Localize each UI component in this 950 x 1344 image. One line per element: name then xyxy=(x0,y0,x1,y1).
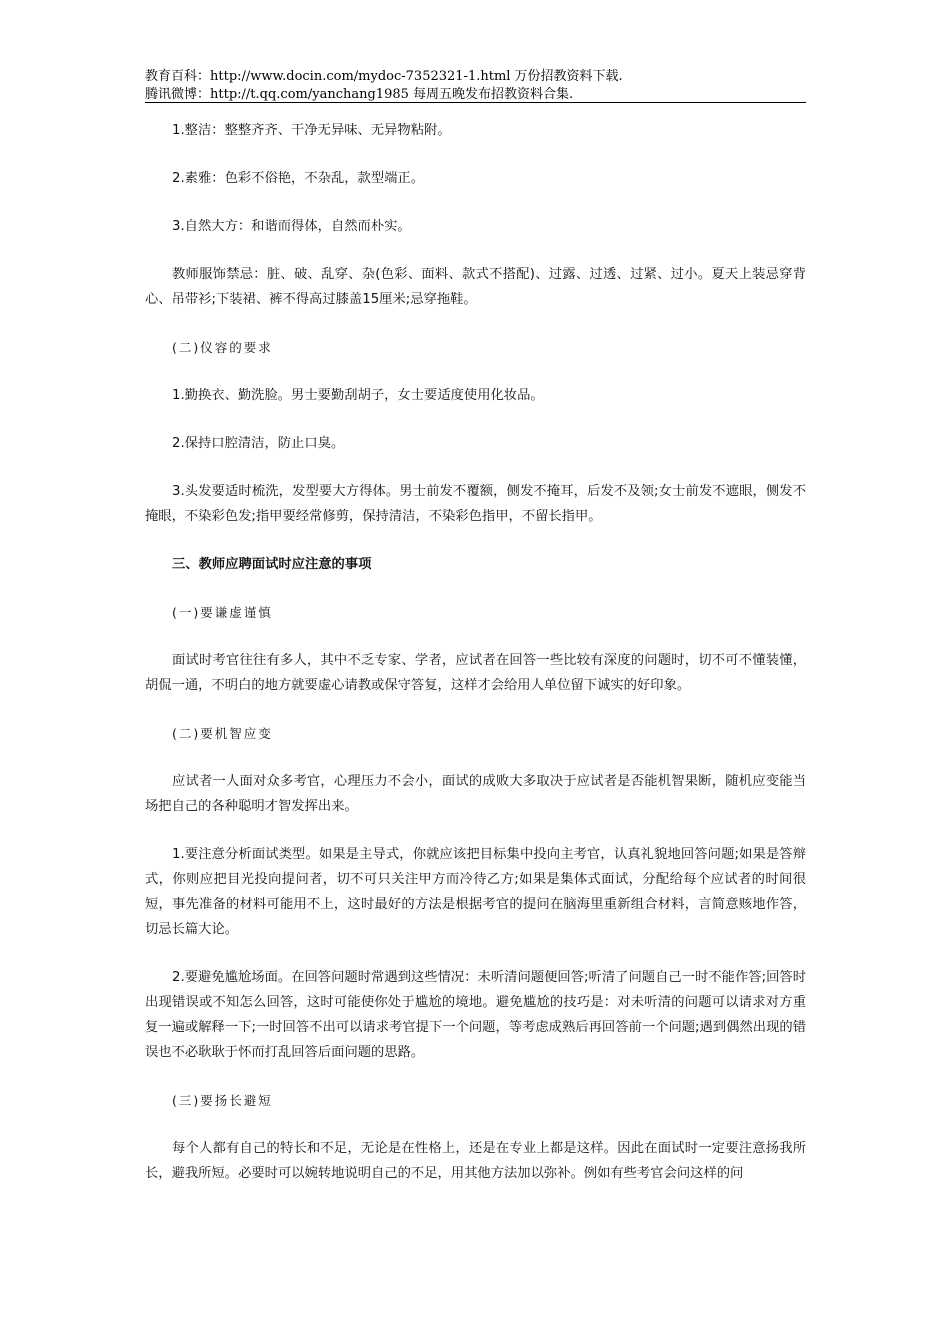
paragraph-adaptable: 应试者一人面对众多考官，心理压力不会小，面试的成败大多取决于应试者是否能机智果断，随机应变能当场把自己的各种聪明才智发挥出来。 xyxy=(145,774,806,814)
paragraph-strengths: 每个人都有自己的特长和不足，无论是在性格上，还是在专业上都是这样。因此在面试时一定要注意扬我所长，避我所短。必要时可以婉转地说明自己的不足，用其他方法加以弥补。例如有些考官会问这样的问 xyxy=(145,1141,806,1181)
paragraph-hygiene: 1.勤换衣、勤洗脸。男士要勤刮胡子，女士要适度使用化妆品。 xyxy=(172,388,544,403)
page-header xyxy=(145,68,806,104)
paragraph-elegant: 2.素雅：色彩不俗艳，不杂乱，款型端正。 xyxy=(172,171,425,186)
paragraph-natural: 3.自然大方：和谐而得体，自然而朴实。 xyxy=(172,219,411,234)
heading-adaptable: (二)要机智应变 xyxy=(172,726,273,741)
heading-modest: (一)要谦虚谨慎 xyxy=(172,605,273,620)
paragraph-dress-taboos: 教师服饰禁忌：脏、破、乱穿、杂(色彩、面料、款式不搭配)、过露、过透、过紧、过小。夏天上装忌穿背心、吊带衫;下装裙、裤不得高过膝盖15厘米;忌穿拖鞋。 xyxy=(145,267,806,307)
paragraph-oral-care: 2.保持口腔清洁，防止口臭。 xyxy=(172,436,345,451)
header-line-weibo: 腾讯微博：http://t.qq.com/yanchang1985 每周五晚发布招教资料合集. xyxy=(145,87,574,102)
paragraph-modest: 面试时考官往往有多人，其中不乏专家、学者，应试者在回答一些比较有深度的问题时，切不可不懂装懂，胡侃一通，不明白的地方就要虚心请教或保守答复，这样才会给用人单位留下诚实的好印象。 xyxy=(145,653,806,693)
paragraph-avoid-awkward: 2.要避免尴尬场面。在回答问题时常遇到这些情况：未听清问题便回答;听清了问题自己一时不能作答;回答时出现错误或不知怎么回答，这时可能使你处于尴尬的境地。避免尴尬的技巧是：对未听清的问题可以请求对方重复一遍或解释一下;一时回答不出可以请求考官提下一个问题，等考虑成熟后再回答前一个问题;遇到偶然出现的错误也不必耿耿于怀而打乱回答后面问题的思路。 xyxy=(145,970,806,1060)
section-title-interview: 三、教师应聘面试时应注意的事项 xyxy=(172,557,372,572)
header-divider xyxy=(145,102,806,103)
header-line-docin: 教育百科：http://www.docin.com/mydoc-7352321-1.html 万份招教资料下载. xyxy=(145,69,623,84)
heading-strengths: (三)要扬长避短 xyxy=(172,1093,273,1108)
paragraph-interview-types: 1.要注意分析面试类型。如果是主导式，你就应该把目标集中投向主考官，认真礼貌地回答问题;如果是答辩式，你则应把目光投向提问者，切不可只关注甲方而冷待乙方;如果是集体式面试，分配给每个应试者的时间很短，事先准备的材料可能用不上，这时最好的方法是根据考官的提问在脑海里重新组合材料，言简意赅地作答，切忌长篇大论。 xyxy=(145,847,806,937)
heading-appearance-requirements: (二)仪容的要求 xyxy=(172,340,273,355)
paragraph-neat: 1.整洁：整整齐齐、干净无异味、无异物粘附。 xyxy=(172,123,451,138)
paragraph-hair-nails: 3.头发要适时梳洗，发型要大方得体。男士前发不覆额，侧发不掩耳，后发不及领;女士前发不遮眼，侧发不掩眼，不染彩色发;指甲要经常修剪，保持清洁，不染彩色指甲，不留长指甲。 xyxy=(145,484,806,524)
document-body xyxy=(145,118,806,1186)
